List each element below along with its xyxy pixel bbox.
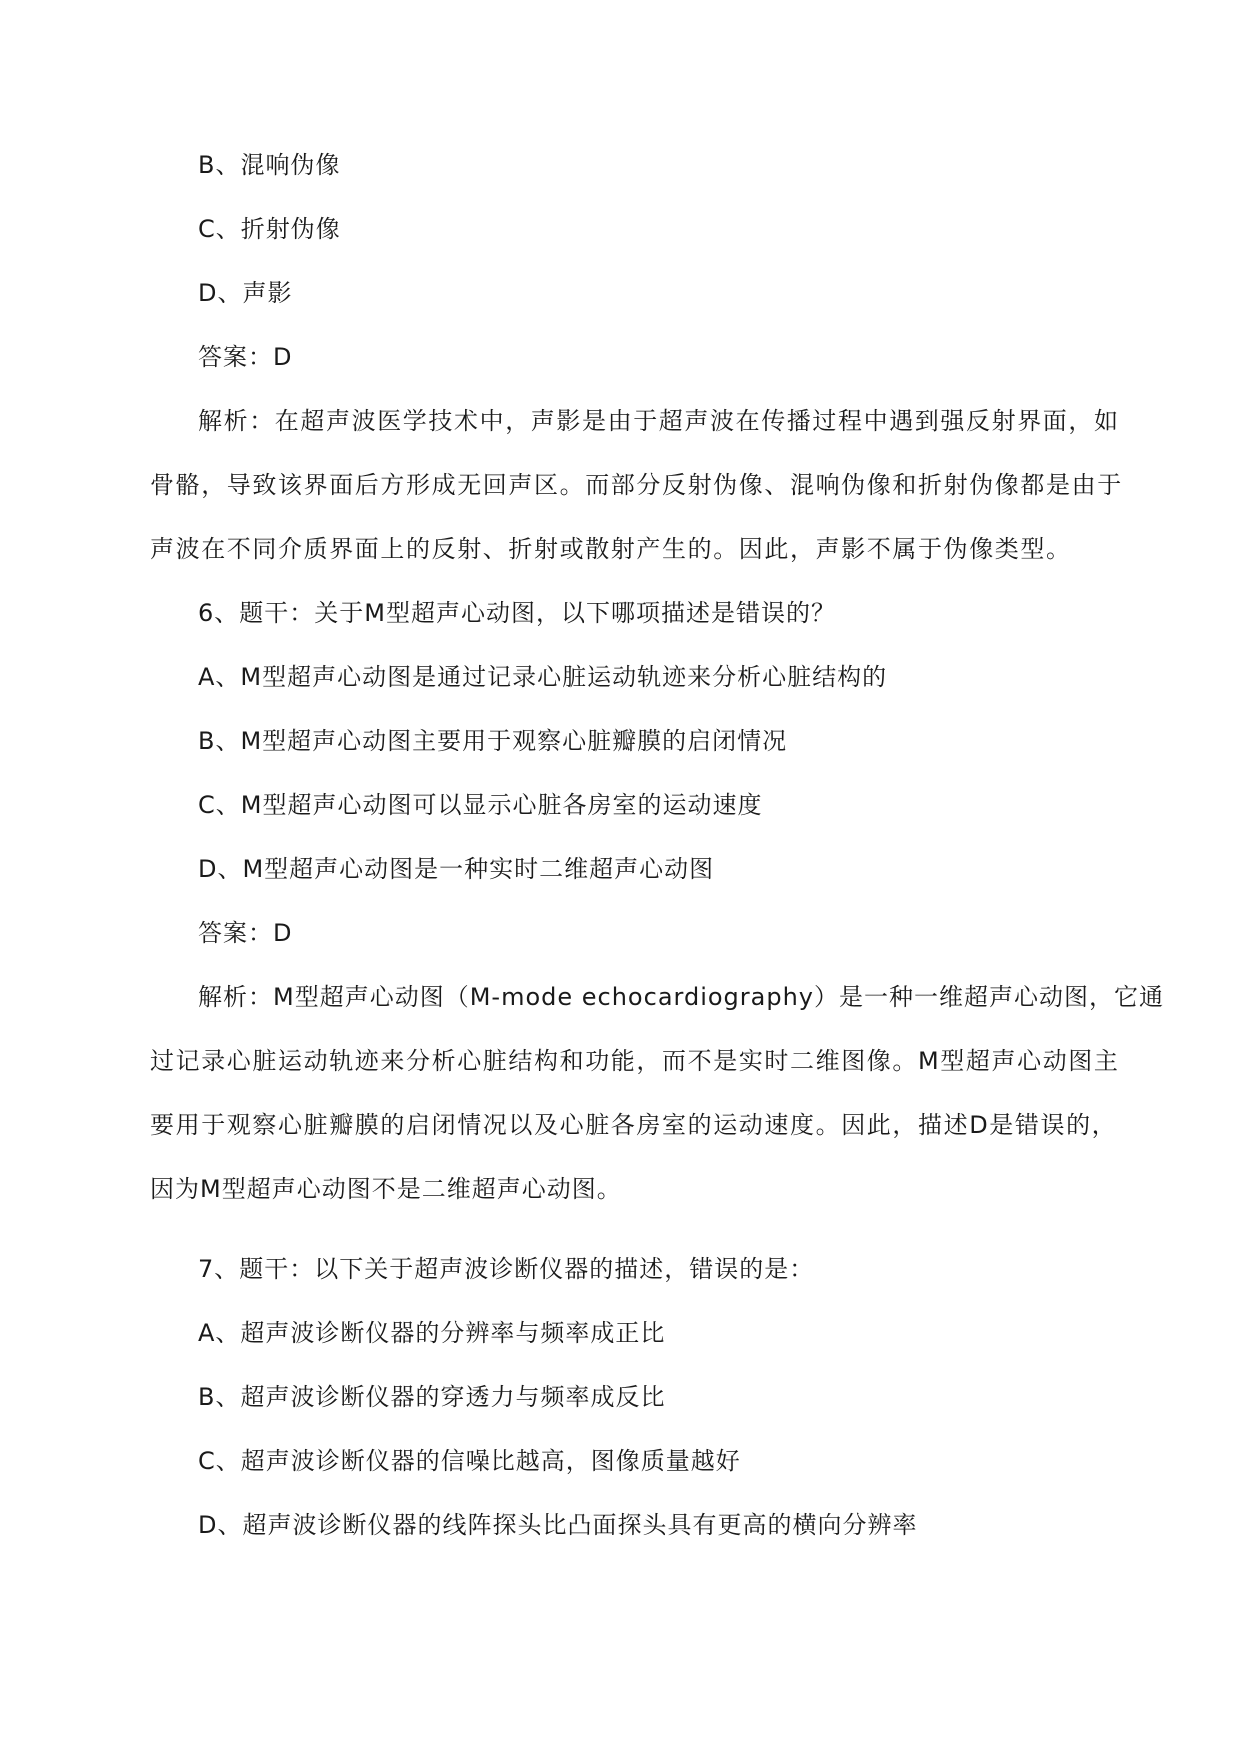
- q7-option-a: A、超声波诊断仪器的分辨率与频率成正比: [198, 1319, 666, 1347]
- q6-option-a: A、M型超声心动图是通过记录心脏运动轨迹来分析心脏结构的: [198, 663, 888, 691]
- q6-option-d: D、M型超声心动图是一种实时二维超声心动图: [198, 855, 715, 883]
- q7-option-c: C、超声波诊断仪器的信噪比越高，图像质量越好: [198, 1447, 741, 1475]
- q6-option-b: B、M型超声心动图主要用于观察心脏瓣膜的启闭情况: [198, 727, 788, 755]
- q6-option-c: C、M型超声心动图可以显示心脏各房室的运动速度: [198, 791, 763, 819]
- q5-explanation-line-1: 解析：在超声波医学技术中，声影是由于超声波在传播过程中遇到强反射界面，如: [198, 407, 1120, 435]
- q5-option-c: C、折射伪像: [198, 215, 341, 243]
- q6-explanation-line-2: 过记录心脏运动轨迹来分析心脏结构和功能，而不是实时二维图像。M型超声心动图主: [150, 1047, 1120, 1075]
- q6-stem: 6、题干：关于M型超声心动图，以下哪项描述是错误的？: [198, 599, 836, 627]
- q5-option-d: D、声影: [198, 279, 293, 307]
- q6-answer: 答案：D: [198, 919, 293, 947]
- q7-option-d: D、超声波诊断仪器的线阵探头比凸面探头具有更高的横向分辨率: [198, 1511, 918, 1539]
- q7-option-b: B、超声波诊断仪器的穿透力与频率成反比: [198, 1383, 666, 1411]
- q5-explanation-line-3: 声波在不同介质界面上的反射、折射或散射产生的。因此，声影不属于伪像类型。: [150, 535, 1072, 563]
- q6-explanation-line-1: 解析：M型超声心动图（M-mode echocardiography）是一种一维超声心动图，它通: [198, 983, 1165, 1011]
- q6-explanation-line-4: 因为M型超声心动图不是二维超声心动图。: [150, 1175, 622, 1203]
- q5-explanation-line-2: 骨骼，导致该界面后方形成无回声区。而部分反射伪像、混响伪像和折射伪像都是由于: [150, 471, 1123, 499]
- q6-explanation-line-3: 要用于观察心脏瓣膜的启闭情况以及心脏各房室的运动速度。因此，描述D是错误的，: [150, 1111, 1118, 1139]
- q5-option-b: B、混响伪像: [198, 151, 341, 179]
- q5-answer: 答案：D: [198, 343, 293, 371]
- q7-stem: 7、题干：以下关于超声波诊断仪器的描述，错误的是：: [198, 1255, 815, 1283]
